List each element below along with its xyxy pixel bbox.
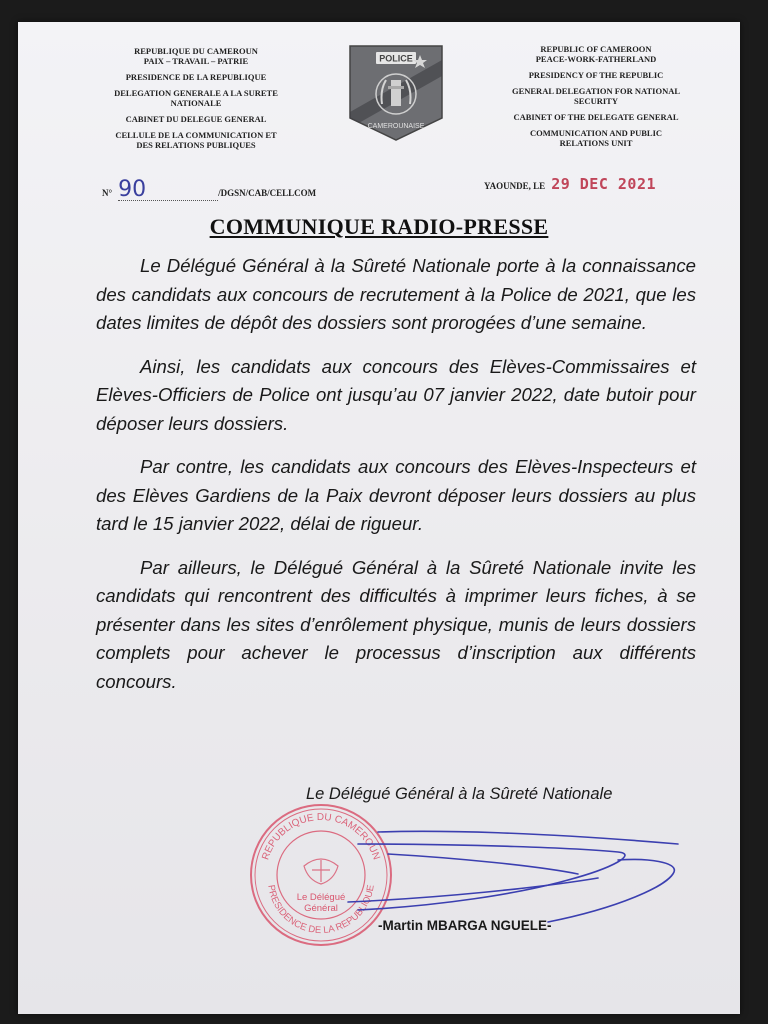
seal-outer-bottom: PRESIDENCE DE LA REPUBLIQUE	[265, 884, 377, 937]
header-right-line: COMMUNICATION AND PUBLIC	[529, 128, 663, 138]
reference-handwritten-number: 90	[118, 180, 218, 201]
body-paragraph: Par contre, les candidats aux concours des Elèves-Inspecteurs et des Elèves Gardiens de la Paix devront déposer leurs dossiers au plus tard le 15 janvier 2022, délai de rigueur.	[96, 456, 696, 534]
seal-center-line1: Le Délégué	[296, 892, 346, 903]
header-left-line: REPUBLIQUE DU CAMEROUN	[134, 46, 258, 56]
header-right-line: GENERAL DELEGATION FOR NATIONAL	[511, 86, 681, 96]
header-left-line: CABINET DU DELEGUE GENERAL	[125, 114, 267, 124]
header-right-line: CABINET OF THE DELEGATE GENERAL	[513, 112, 679, 122]
body-paragraph: Par ailleurs, le Délégué Général à la Sûreté Nationale invite les candidats qui rencontrent des difficultés à imprimer leurs fiches, à se présenter dans les sites d’enrôlement physique, munis de leurs dossiers complets pour achever le processus d’inscription aux différents concours.	[96, 556, 696, 692]
document-body	[96, 252, 696, 711]
header-right	[486, 44, 706, 148]
reference-number	[102, 177, 317, 202]
closing-title: Le Délégué Général à la Sûreté Nationale	[306, 785, 613, 803]
place-date	[484, 175, 656, 193]
body-paragraph: Le Délégué Général à la Sûreté Nationale porte à la connaissance des candidats aux concours de recrutement à la Police de 2021, que les dates limites de dépôt des dossiers sont prorogées d’une semaine.	[96, 255, 696, 333]
header-left-line: PAIX – TRAVAIL – PATRIE	[143, 56, 249, 66]
reference-prefix: N°	[102, 188, 113, 198]
header-right-line: REPUBLIC OF CAMEROON	[540, 44, 652, 54]
seal-outer-top: REPUBLIQUE DU CAMEROUN	[260, 811, 382, 862]
header-right-line: RELATIONS UNIT	[559, 138, 633, 148]
header-right-line: PEACE-WORK-FATHERLAND	[535, 54, 657, 64]
emblem-top-text: POLICE	[379, 53, 413, 64]
header-left-line: PRESIDENCE DE LA REPUBLIQUE	[125, 72, 267, 82]
date-stamp: 29 DEC 2021	[551, 175, 657, 193]
handwritten-signature	[318, 822, 688, 932]
emblem-bottom-text: CAMEROUNAISE	[367, 123, 425, 130]
reference-suffix: /DGSN/CAB/CELLCOM	[218, 188, 317, 198]
document-page	[18, 22, 740, 1014]
header-left-line: CELLULE DE LA COMMUNICATION ET	[115, 130, 277, 140]
police-crest-icon	[346, 42, 446, 142]
document-title: COMMUNIQUE RADIO-PRESSE	[209, 214, 549, 239]
body-paragraph: Ainsi, les candidats aux concours des Elèves-Commissaires et Elèves-Officiers de Police ont jusqu’au 07 janvier 2022, date butoir pour déposer leurs dossiers.	[96, 355, 696, 434]
header-left-line: DES RELATIONS PUBLIQUES	[136, 140, 256, 150]
signer-name: -Martin MBARGA NGUELE-	[378, 918, 552, 933]
place-label: YAOUNDE, LE	[484, 181, 546, 191]
header-left-line: NATIONALE	[170, 98, 222, 108]
header-right-line: SECURITY	[574, 96, 618, 106]
header-right-line: PRESIDENCY OF THE REPUBLIC	[528, 70, 664, 80]
seal-center-line2: Général	[304, 903, 338, 914]
header-left-line: DELEGATION GENERALE A LA SURETE	[114, 88, 278, 98]
header-left	[96, 46, 296, 150]
